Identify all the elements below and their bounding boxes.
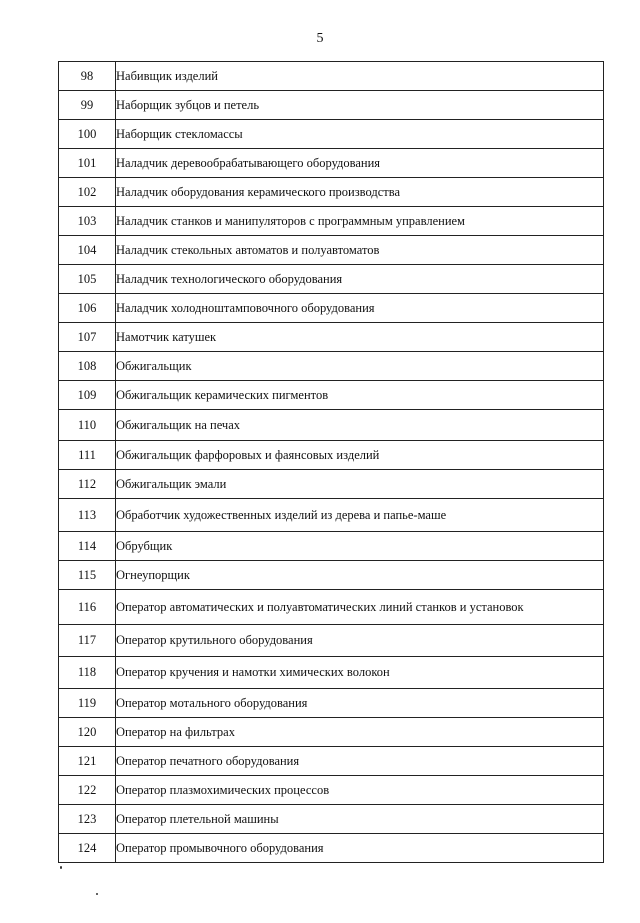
row-number: 116 [59,590,116,625]
row-number: 114 [59,532,116,561]
row-number: 102 [59,178,116,207]
profession-name: Наладчик стекольных автоматов и полуавтоматов [116,236,604,265]
row-number: 100 [59,120,116,149]
table-row [59,265,604,294]
row-number: 103 [59,207,116,236]
profession-name: Наборщик стекломассы [116,120,604,149]
profession-name: Оператор промывочного оборудования [116,834,604,863]
table-row [59,747,604,776]
table-row [59,532,604,561]
table-row [59,805,604,834]
profession-name: Огнеупорщик [116,561,604,590]
profession-name: Оператор кручения и намотки химических волокон [116,657,604,689]
profession-name: Обрубщик [116,532,604,561]
row-number: 124 [59,834,116,863]
row-number: 108 [59,352,116,381]
table-row [59,590,604,625]
profession-name: Обжигальщик [116,352,604,381]
table-row [59,294,604,323]
row-number: 107 [59,323,116,352]
profession-name: Намотчик катушек [116,323,604,352]
table-row [59,499,604,532]
row-number: 119 [59,689,116,718]
table-row [59,470,604,499]
profession-name: Наладчик деревообрабатывающего оборудования [116,149,604,178]
table-row [59,561,604,590]
row-number: 121 [59,747,116,776]
profession-name: Обжигальщик фарфоровых и фаянсовых изделий [116,441,604,470]
table-row [59,441,604,470]
scan-speck [60,866,62,869]
scan-speck [96,893,98,895]
table-row [59,62,604,91]
profession-name: Наладчик холодноштамповочного оборудования [116,294,604,323]
row-number: 122 [59,776,116,805]
page-number: 5 [316,31,324,46]
table-row [59,323,604,352]
table-row [59,381,604,410]
row-number: 104 [59,236,116,265]
table-row [59,718,604,747]
row-number: 110 [59,410,116,441]
profession-name: Наладчик технологического оборудования [116,265,604,294]
table-row [59,149,604,178]
row-number: 109 [59,381,116,410]
row-number: 120 [59,718,116,747]
profession-name: Обжигальщик эмали [116,470,604,499]
table-row [59,91,604,120]
row-number: 112 [59,470,116,499]
profession-name: Оператор автоматических и полуавтоматических линий станков и установок [116,590,604,625]
profession-name: Оператор мотального оборудования [116,689,604,718]
row-number: 106 [59,294,116,323]
table-row [59,236,604,265]
table-row [59,776,604,805]
profession-name: Оператор плетельной машины [116,805,604,834]
table-row [59,689,604,718]
profession-name: Обработчик художественных изделий из дерева и папье-маше [116,499,604,532]
profession-name: Оператор крутильного оборудования [116,625,604,657]
profession-name: Оператор плазмохимических процессов [116,776,604,805]
table-row [59,178,604,207]
row-number: 101 [59,149,116,178]
row-number: 118 [59,657,116,689]
profession-name: Наборщик зубцов и петель [116,91,604,120]
row-number: 105 [59,265,116,294]
profession-table-body [59,62,604,863]
table-row [59,120,604,149]
table-row [59,410,604,441]
row-number: 99 [59,91,116,120]
profession-name: Оператор на фильтрах [116,718,604,747]
table-row [59,352,604,381]
table-row [59,834,604,863]
row-number: 111 [59,441,116,470]
profession-name: Наладчик оборудования керамического производства [116,178,604,207]
row-number: 123 [59,805,116,834]
row-number: 115 [59,561,116,590]
row-number: 117 [59,625,116,657]
row-number: 98 [59,62,116,91]
table-row [59,207,604,236]
profession-table [58,61,604,863]
profession-name: Оператор печатного оборудования [116,747,604,776]
table-row [59,657,604,689]
row-number: 113 [59,499,116,532]
profession-name: Набивщик изделий [116,62,604,91]
table-row [59,625,604,657]
profession-name: Обжигальщик на печах [116,410,604,441]
profession-name: Наладчик станков и манипуляторов с программным управлением [116,207,604,236]
profession-name: Обжигальщик керамических пигментов [116,381,604,410]
